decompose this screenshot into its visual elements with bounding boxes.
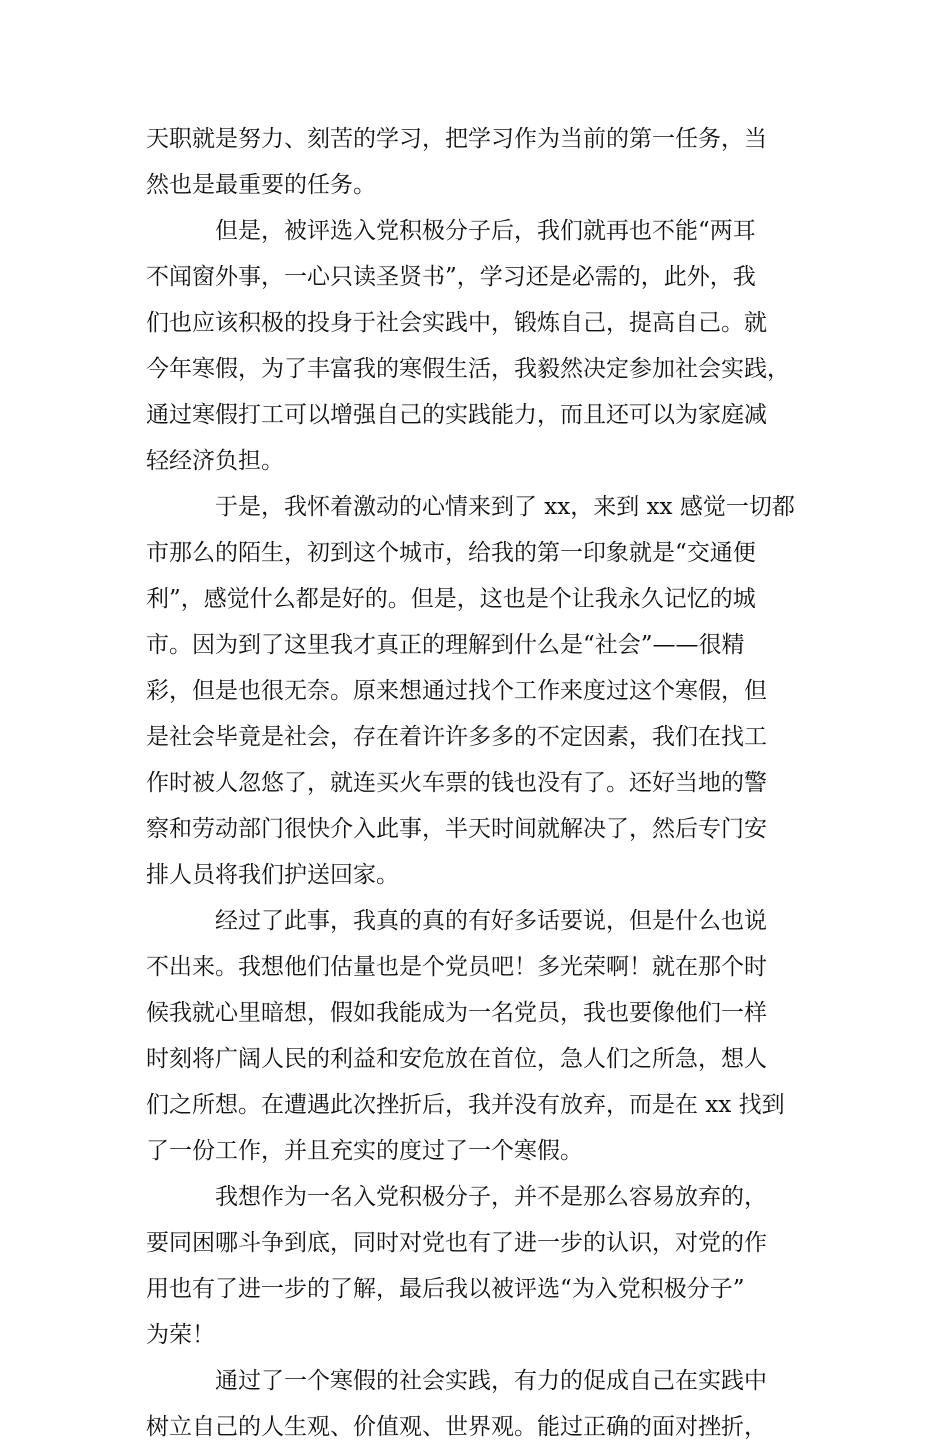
- text-line: 了一份工作，并且充实的度过了一个寒假。: [146, 1138, 583, 1164]
- text-line: 市。因为到了这里我才真正的理解到什么是“社会”——很精: [146, 632, 745, 658]
- text-line: 市那么的陌生，初到这个城市，给我的第一印象就是“交通便: [146, 540, 756, 566]
- document-body: [146, 116, 798, 1450]
- text-line: 候我就心里暗想，假如我能成为一名党员，我也要像他们一样: [146, 1000, 767, 1026]
- text-line: 察和劳动部门很快介入此事，半天时间就解决了，然后专门安: [146, 816, 767, 842]
- text-line: 们之所想。在遭遇此次挫折后，我并没有放弃，而是在 xx 找到: [146, 1092, 785, 1118]
- text-line: 们也应该积极的投身于社会实践中，锻炼自己，提高自己。就: [146, 310, 767, 336]
- paragraph-start-line: 通过了一个寒假的社会实践，有力的促成自己在实践中: [215, 1368, 767, 1394]
- paragraph-start-line: 经过了此事，我真的真的有好多话要说，但是什么也说: [215, 908, 767, 934]
- text-line: 今年寒假，为了丰富我的寒假生活，我毅然决定参加社会实践，: [146, 356, 790, 382]
- text-line: 时刻将广阔人民的利益和安危放在首位，急人们之所急，想人: [146, 1046, 767, 1072]
- text-line: 作时被人忽悠了，就连买火车票的钱也没有了。还好当地的警: [146, 770, 767, 796]
- text-line: 轻经济负担。: [146, 448, 284, 474]
- text-line: 用也有了进一步的了解，最后我以被评选“为入党积极分子”: [146, 1276, 745, 1302]
- text-line: 利”，感觉什么都是好的。但是，这也是个让我永久记忆的城: [146, 586, 756, 612]
- text-line: 然也是最重要的任务。: [146, 172, 376, 198]
- text-line: 彩，但是也很无奈。原来想通过找个工作来度过这个寒假，但: [146, 678, 767, 704]
- text-line: 不出来。我想他们估量也是个党员吧！多光荣啊！就在那个时: [146, 954, 767, 980]
- text-line: 为荣！: [146, 1322, 215, 1348]
- text-line: 树立自己的人生观、价值观、世界观。能过正确的面对挫折，: [146, 1414, 767, 1440]
- text-line: 通过寒假打工可以增强自己的实践能力，而且还可以为家庭减: [146, 402, 767, 428]
- paragraph-start-line: 我想作为一名入党积极分子，并不是那么容易放弃的，: [215, 1184, 767, 1210]
- text-line: 要同困哪斗争到底，同时对党也有了进一步的认识，对党的作: [146, 1230, 767, 1256]
- paragraph-start-line: 于是，我怀着激动的心情来到了 xx，来到 xx 感觉一切都: [215, 494, 795, 520]
- text-line: 不闻窗外事，一心只读圣贤书”，学习还是必需的，此外，我: [146, 264, 756, 290]
- text-line: 是社会毕竟是社会，存在着许许多多的不定因素，我们在找工: [146, 724, 767, 750]
- text-line: 天职就是努力、刻苦的学习，把学习作为当前的第一任务，当: [146, 126, 767, 152]
- paragraph-start-line: 但是，被评选入党积极分子后，我们就再也不能“两耳: [215, 218, 756, 244]
- text-line: 排人员将我们护送回家。: [146, 862, 399, 888]
